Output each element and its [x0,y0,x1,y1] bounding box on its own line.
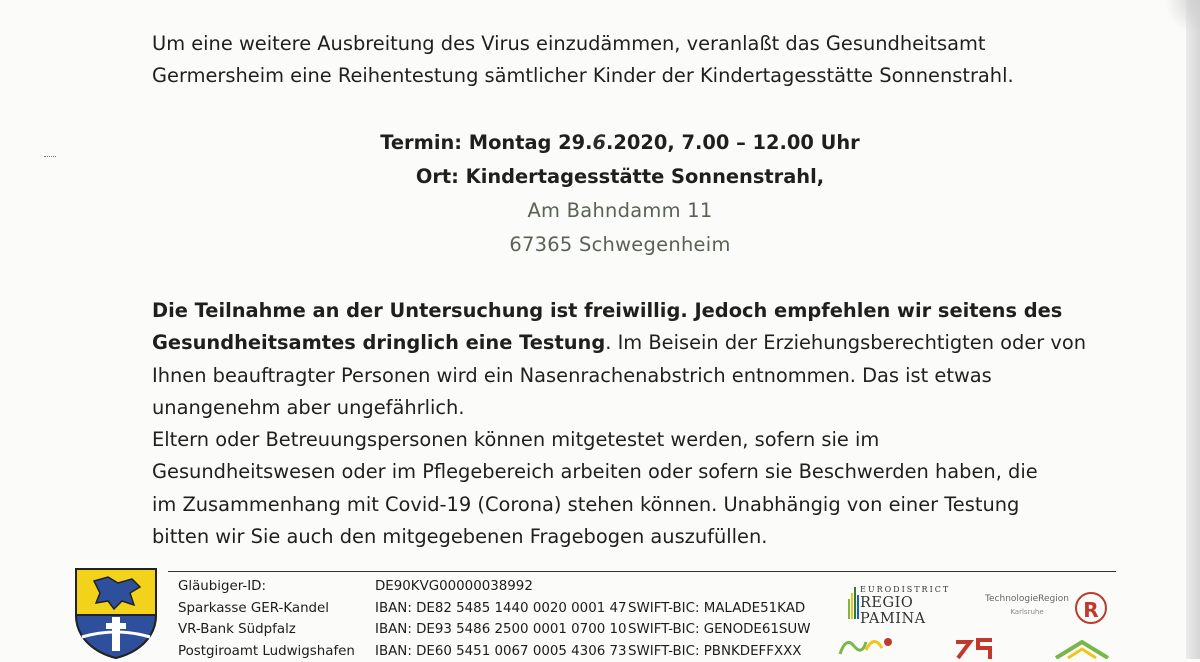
appointment-block [280,126,960,262]
body-line-2 [152,327,1086,359]
coat-of-arms-icon [74,567,158,659]
regio-pamina-logo [838,583,956,623]
iban-vr-bank: IBAN: DE93 5486 2500 0001 0700 10 [375,619,627,641]
body-line-2-rest: . Im Beisein der Erziehungsberechtigten oder von [605,331,1086,354]
bank-label-vr-bank: VR-Bank Südpfalz [178,619,355,641]
footer-divider [168,571,1116,572]
tech-line-1: TechnologieRegion [982,593,1072,606]
intro-line-2: Germersheim eine Reihentestung sämtlicher Kinder der Kindertagesstätte Sonnenstrahl. [152,60,1014,92]
bank-ibans [375,576,627,662]
intro-line-1: Um eine weitere Ausbreitung des Virus einzudämmen, veranlaßt das Gesundheitsamt [152,28,1014,60]
iban-postgiro: IBAN: DE60 5451 0067 0005 4306 73 [375,641,627,662]
body-bold-line-2: Gesundheitsamtes dringlich eine Testung [152,331,605,354]
swift-vr-bank: SWIFT-BIC: GENODE61SUW [628,619,810,641]
termin-month-handwritten: 6 [593,131,607,154]
body-line-3: Ihnen beauftragter Personen wird ein Nasenrachenabstrich entnommen. Das ist etwas [152,360,1086,392]
bank-label-postgiro: Postgiroamt Ludwigshafen [178,641,355,662]
tech-line-2: Karlsruhe [982,606,1072,619]
body-bold-line-1: Die Teilnahme an der Untersuchung ist freiwillig. Jedoch empfehlen wir seitens des [152,295,1086,327]
termin-prefix: Termin: Montag 29. [380,131,592,154]
city-line: 67365 Schwegenheim [280,228,960,262]
ort-line: Ort: Kindertagesstätte Sonnenstrahl, [280,160,960,194]
r-logo: R [1075,592,1107,624]
body-line-7: im Zusammenhang mit Covid-19 (Corona) stehen können. Unabhängig von einer Testung [152,489,1086,521]
street-line: Am Bahndamm 11 [280,194,960,228]
scan-corner-shadow [1160,0,1200,30]
roof-logo-icon [1052,640,1112,659]
intro-paragraph [152,28,1014,92]
body-line-4: unangenehm aber ungefährlich. [152,392,1086,424]
swift-postgiro: SWIFT-BIC: PBNKDEFFXXX [628,641,810,662]
anniversary-logo-icon [952,636,1002,659]
body-line-5: Eltern oder Betreuungspersonen können mitgetestet werden, sofern sie im [152,424,1086,456]
termin-line [280,126,960,160]
bank-label-creditor-id: Gläubiger-ID: [178,576,355,598]
bank-label-sparkasse: Sparkasse GER-Kandel [178,598,355,620]
scan-speck [44,156,56,159]
body-line-8: bitten wir Sie auch den mitgegebenen Fragebogen auszufüllen. [152,521,1086,553]
pamina-main-text: REGIO PAMINA [860,595,956,627]
suedpfalz-logo-icon [836,632,896,659]
pamina-bars-icon [848,587,860,619]
swift-sparkasse: SWIFT-BIC: MALADE51KAD [628,598,810,620]
body-line-6: Gesundheitswesen oder im Pflegebereich arbeiten oder sofern sie Beschwerden haben, die [152,456,1086,488]
body-paragraph [152,295,1086,553]
pamina-top-text: EURODISTRICT [860,585,950,594]
creditor-id-value: DE90KVG00000038992 [375,576,627,598]
termin-suffix: .2020, 7.00 – 12.00 Uhr [606,131,860,154]
iban-sparkasse: IBAN: DE82 5485 1440 0020 0001 47 [375,598,627,620]
bank-labels [178,576,355,662]
bank-swifts [628,576,810,662]
scan-edge-shadow [1186,0,1200,659]
technologieregion-logo [982,593,1072,619]
